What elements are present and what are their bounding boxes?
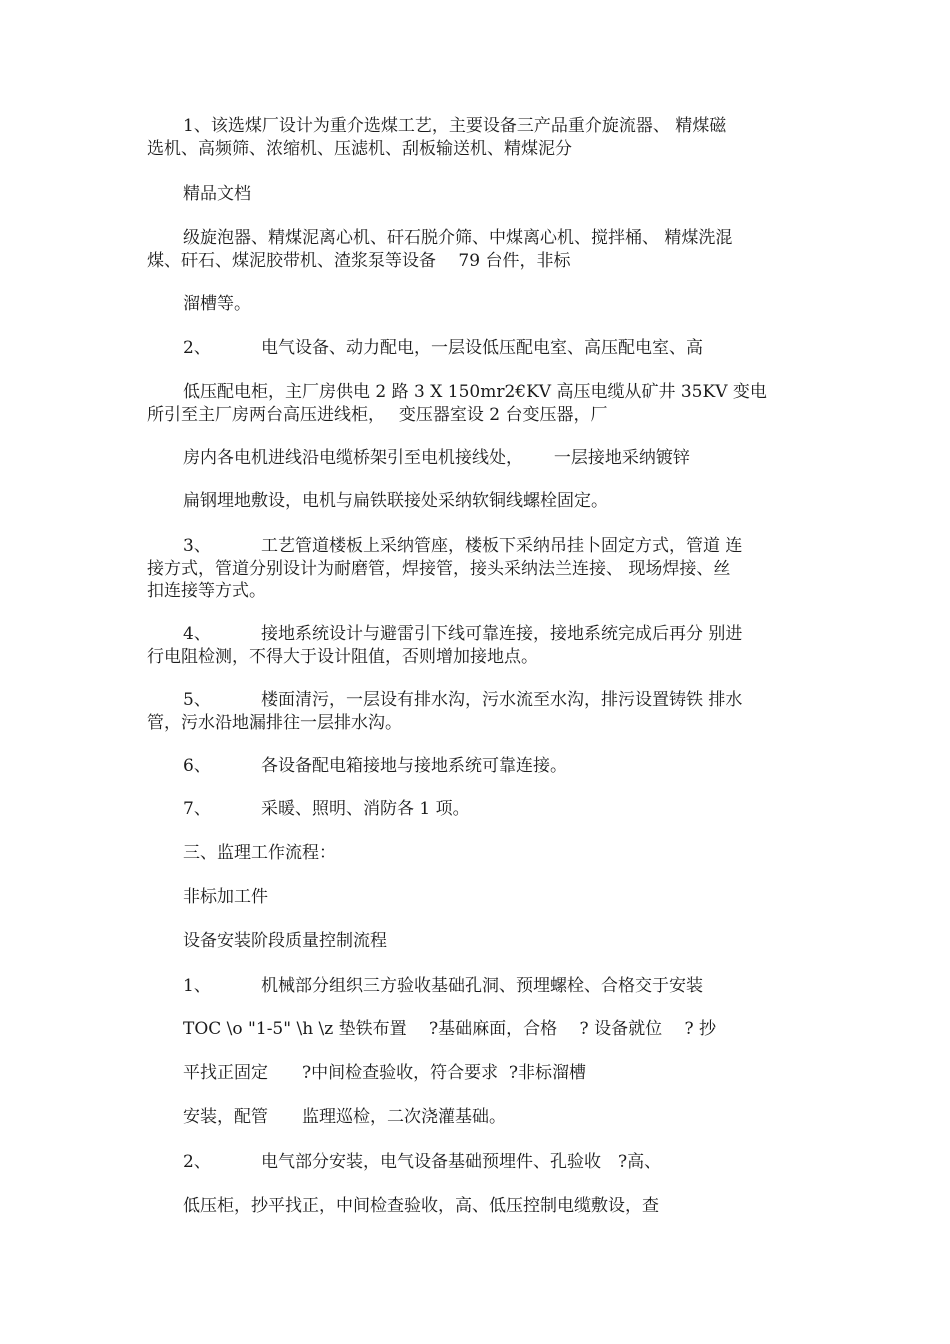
p4-num: 2、 [183, 338, 211, 358]
p3-line: 溜槽等。 [183, 294, 251, 314]
p10-text1: 楼面清污，一层设有排水沟，污水流至水沟，排污设置铸铁 排水 [261, 690, 743, 710]
p10-line1 [183, 689, 843, 712]
p12-text: 采暖、照明、消防各 1 项。 [261, 799, 470, 819]
p9-line1 [183, 623, 843, 646]
p12-num: 7、 [183, 799, 211, 819]
p2-line1: 级旋泡器、精煤泥离心机、矸石脱介筛、中煤离心机、搅拌桶、 精煤洗混 [183, 228, 733, 248]
p5-line1: 低压配电柜，主厂房供电 2 路 3 X 150mr2€KV 高压电缆从矿井 35KV 变电 [183, 382, 767, 402]
p6-line: 房内各电机进线沿电缆桥架引至电机接线处， 一层接地采纳镀锌 [183, 448, 690, 468]
p4-line [183, 337, 843, 360]
p8-line1 [183, 535, 843, 558]
p11-num: 6、 [183, 756, 211, 776]
p12-line [183, 798, 843, 821]
p14-line: 非标加工件 [183, 887, 268, 907]
p20-num: 2、 [183, 1152, 211, 1172]
p21-line: 低压柜，抄平找正，中间检查验收，高、低压控制电缆敷设，查 [183, 1196, 659, 1216]
p2-line2: 煤、矸石、煤泥胶带机、渣浆泵等设备 79 台件，非标 [147, 251, 571, 271]
p18-line: 平找正固定 ?中间检查验收，符合要求 ?非标溜槽 [183, 1063, 587, 1083]
watermark-text: 精品文档 [183, 184, 251, 204]
p20-text: 电气部分安装，电气设备基础预埋件、孔验收 ?高、 [261, 1152, 662, 1172]
p8-line3: 扣连接等方式。 [147, 581, 266, 601]
p15-line: 设备安装阶段质量控制流程 [183, 931, 387, 951]
p17-line: TOC \o "1-5" \h \z 垫铁布置 ?基础麻面，合格 ? 设备就位 ? 抄 [183, 1019, 717, 1039]
section-heading: 三、监理工作流程： [183, 843, 336, 863]
p16-text: 机械部分组织三方验收基础孔洞、预埋螺栓、合格交于安装 [261, 976, 703, 996]
p11-text: 各设备配电箱接地与接地系统可靠连接。 [261, 756, 567, 776]
p16-num: 1、 [183, 976, 211, 996]
p10-line2: 管，污水沿地漏排往一层排水沟。 [147, 713, 402, 733]
p19-line: 安装，配管 监理巡检，二次浇灌基础。 [183, 1107, 506, 1127]
p7-line: 扁钢埋地敷设，电机与扁铁联接处采纳软铜线螺栓固定。 [183, 491, 608, 511]
p8-num: 3、 [183, 536, 211, 556]
p9-line2: 行电阻检测，不得大于设计阻值，否则增加接地点。 [147, 647, 538, 667]
p4-text: 电气设备、动力配电，一层设低压配电室、高压配电室、高 [261, 338, 703, 358]
p1-line2: 选机、高频筛、浓缩机、压滤机、刮板输送机、精煤泥分 [147, 139, 572, 159]
p16-line [183, 975, 843, 998]
p11-line [183, 755, 843, 778]
p1-line1: 1、该选煤厂设计为重介选煤工艺，主要设备三产品重介旋流器、 精煤磁 [183, 116, 727, 136]
p10-num: 5、 [183, 690, 211, 710]
p9-num: 4、 [183, 624, 211, 644]
p8-text1: 工艺管道楼板上采纳管座，楼板下采纳吊挂卜固定方式，管道 连 [261, 536, 743, 556]
p20-line [183, 1151, 843, 1174]
p5-line2: 所引至主厂房两台高压进线柜， 变压器室设 2 台变压器，厂 [147, 405, 608, 425]
p8-line2: 接方式，管道分别设计为耐磨管，焊接管，接头采纳法兰连接、 现场焊接、丝 [147, 559, 731, 579]
p9-text1: 接地系统设计与避雷引下线可靠连接，接地系统完成后再分 别进 [261, 624, 743, 644]
